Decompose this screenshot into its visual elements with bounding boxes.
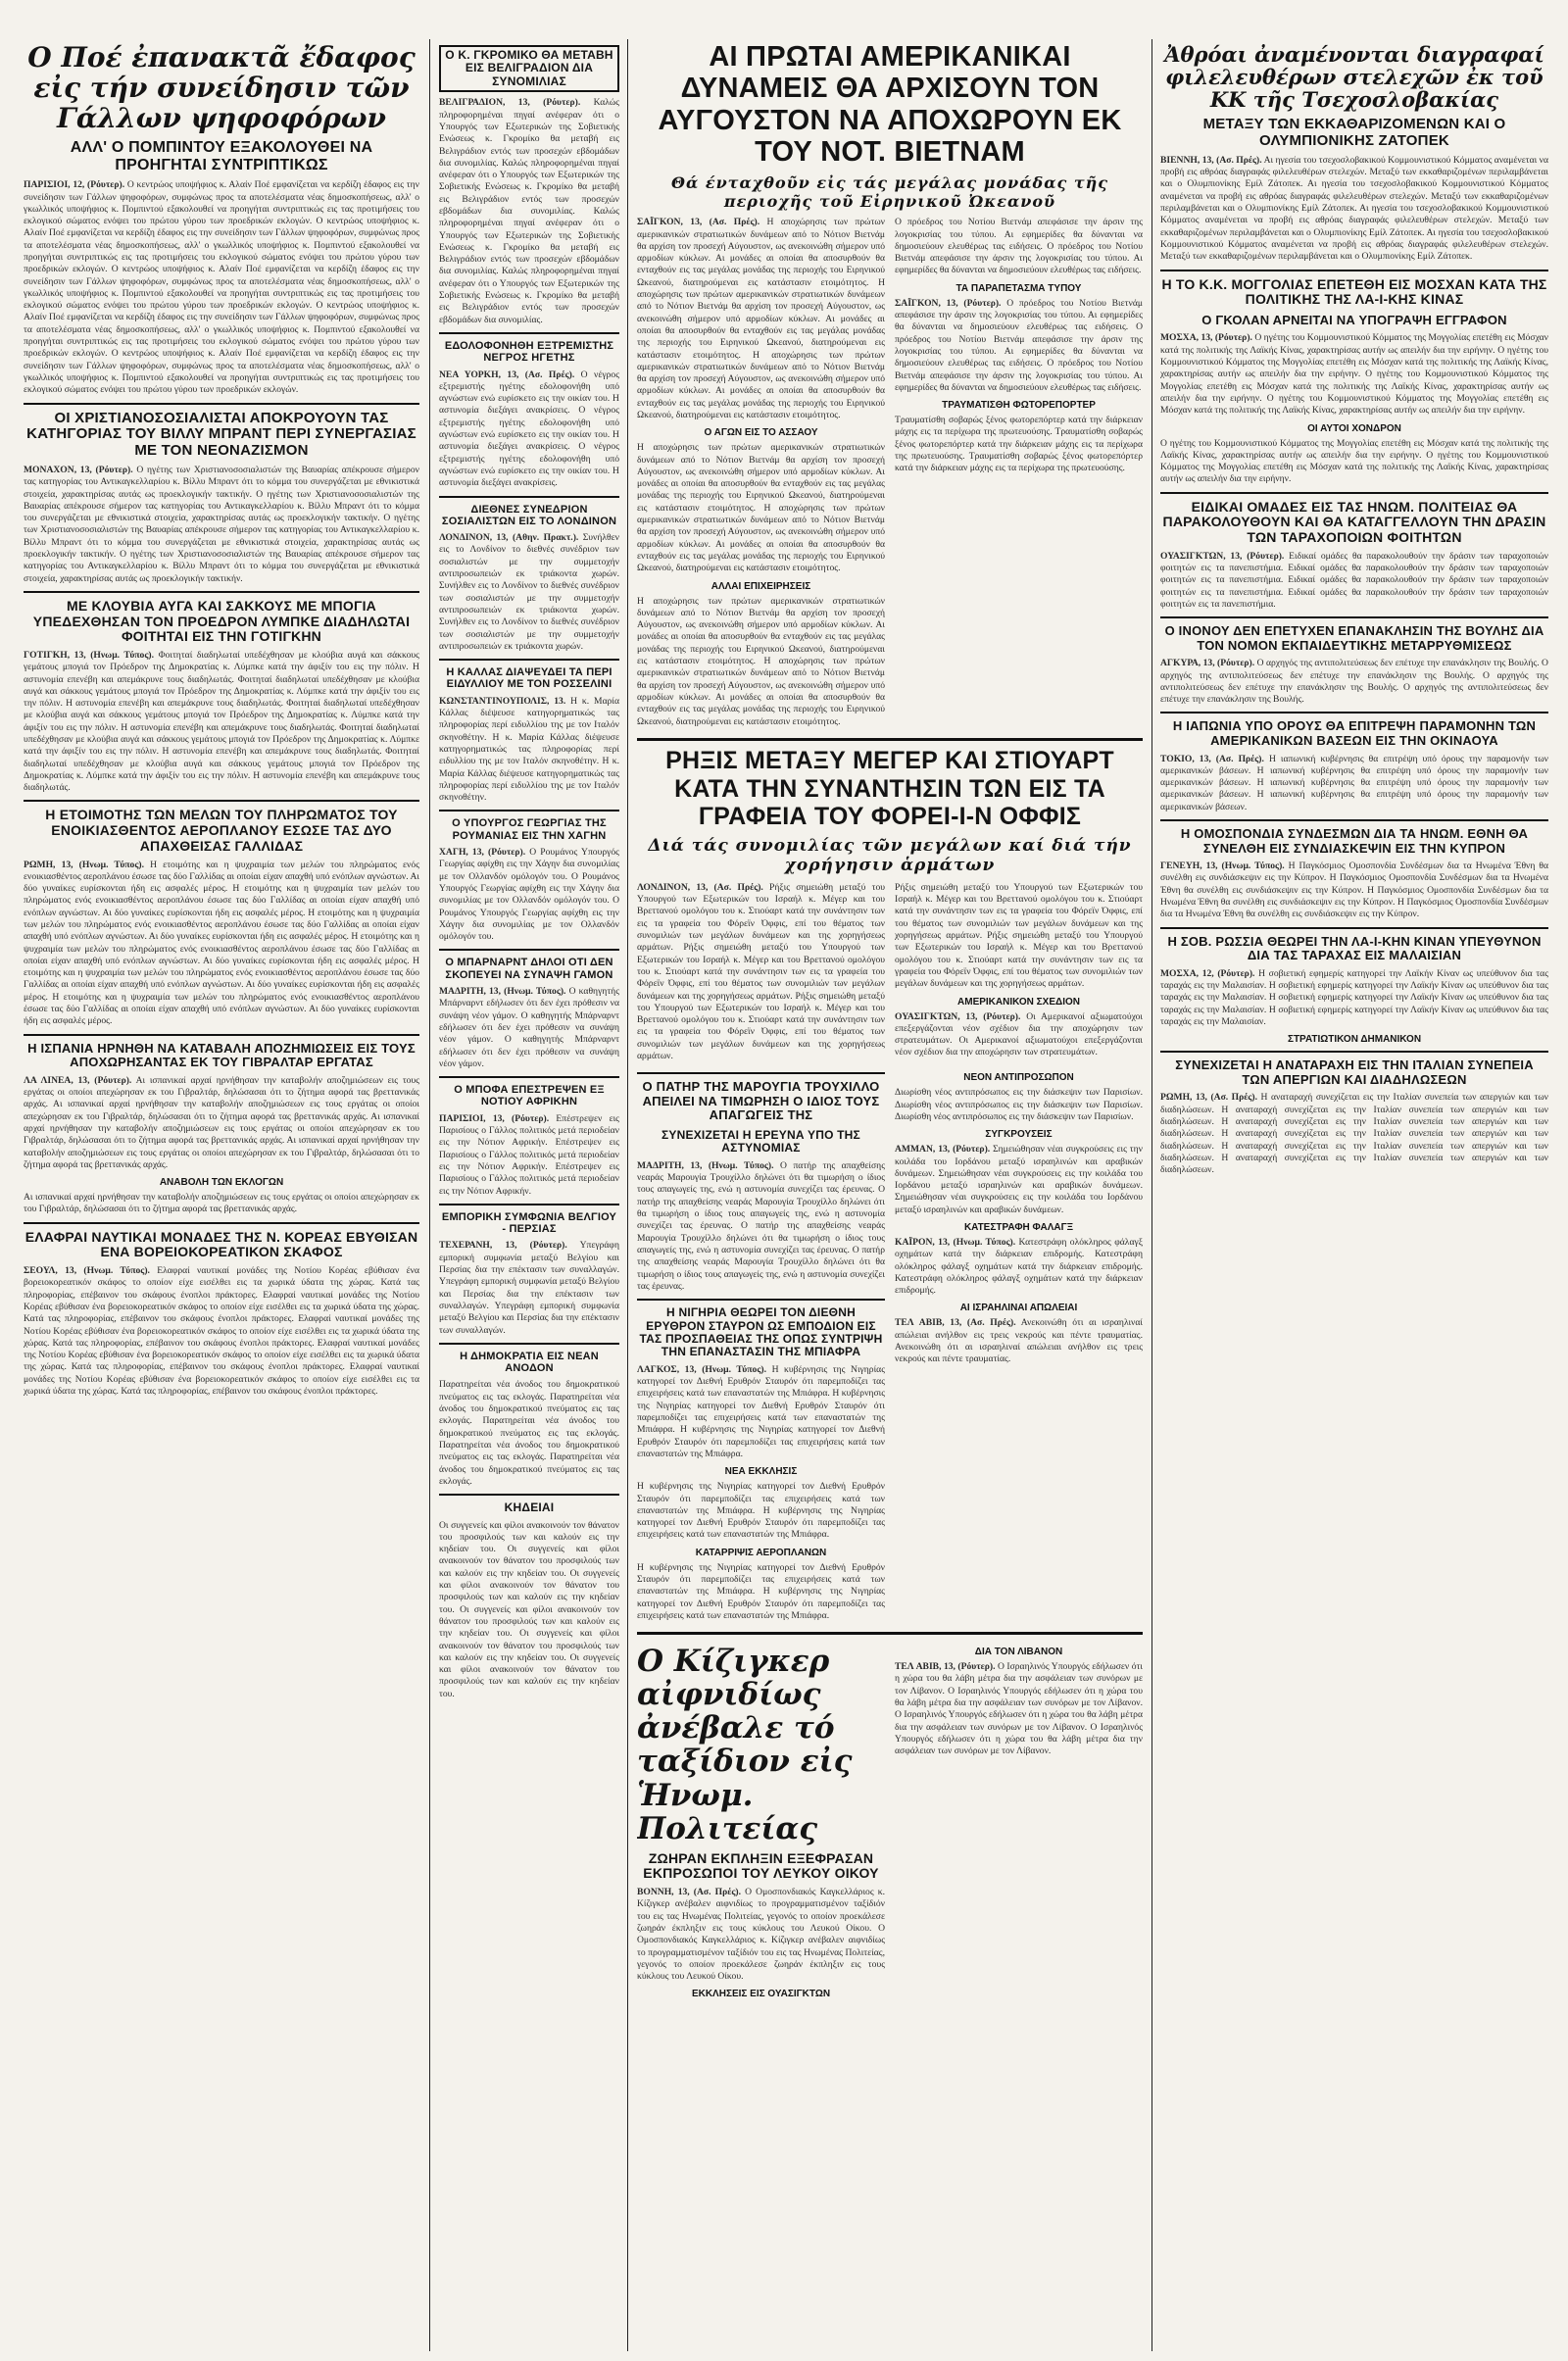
article-nigeria: ΛΑΓΚΟΣ, 13, (Ηνωμ. Τύπος). Η κυβέρνησις της Νιγηρίας κατηγορεί τον Διεθνή Ερυθρόν Σταυρόν ότι παρεμποδίζει τας επιχειρήσεις κατά των επαναστατών της Μπιάφρα. Η κυβέρνησις της Νιγηρίας κατηγορεί τον Διεθνή Ερυθρόν Σταυρόν ότι παρεμποδίζει τας επιχειρήσεις κατά των επαναστατών της Μπιάφρα. Η κυβέρνησις της Νιγηρίας κατηγορεί τον Διεθνή Ερυθρόν Σταυρόν ότι παρεμποδίζει τας επιχειρήσεις κατά των επαναστατών της Μπιάφρα. bbox=[637, 1363, 886, 1459]
article-new-appeal: Η κυβέρνησις της Νιγηρίας κατηγορεί τον Διεθνή Ερυθρόν Σταυρόν ότι παρεμποδίζει τας επιχειρήσεις κατά των επαναστατών της Μπιάφρα. Η κυβέρνησις της Νιγηρίας κατηγορεί τον Διεθνή Ερυθρόν Σταυρόν ότι παρεμποδίζει τας επιχειρήσεις κατά των επαναστατών της Μπιάφρα. bbox=[637, 1481, 885, 1541]
subhead-photographer: ΤΡΑΥΜΑΤΙΣΘΗ ΦΩΤΟΡΕΠΟΡΤΕΡ bbox=[942, 400, 1096, 412]
headline-negro-leader: ΕΔΟΛΟΦΟΝΗΘΗ ΕΞΤΡΕΜΙΣΤΗΣ ΝΕΓΡΟΣ ΗΓΕΤΗΣ bbox=[444, 339, 614, 365]
article-assau: Η αποχώρησις των πρώτων αμερικανικών στρατιωτικών δυνάμεων από το Νότιον Βιετνάμ θα αρχίση τον προσεχή Αύγουστον, ως ανεκοινώθη σήμερον υπό αρμοδίων κύκλων. Αι μονάδες αι οποίαι θα αποσυρθούν θα ενταχθούν εις τας μεγάλας μονάδας της περιοχής του Ειρηνικού Ωκεανού, διατηρούμεναι εις κατάστασιν ετοιμότητος. Η αποχώρησις των πρώτων αμερικανικών στρατιωτικών δυνάμεων από το Νότιον Βιετνάμ θα αρχίση τον προσεχή Αύγουστον, ως ανεκοινώθη σήμερον υπό αρμοδίων κύκλων. Αι μονάδες αι οποίαι θα αποσυρθούν θα ενταχθούν εις τας μεγάλας μονάδας της περιοχής του Ειρηνικού Ωκεανού, διατηρούμεναι εις κατάστασιν ετοιμότητος. bbox=[637, 442, 885, 574]
headline-mongolia: Η ΤΟ Κ.Κ. ΜΟΓΓΟΛΙΑΣ ΕΠΕΤΕΘΗ ΕΙΣ ΜΟΣΧΑΝ ΚΑΤΑ ΤΗΣ ΠΟΛΙΤΙΚΗΣ ΤΗΣ ΛΑ-Ι-ΚΗΣ ΚΙΝΑΣ bbox=[1161, 275, 1547, 308]
headline-socialist-congress: ΔΙΕΘΝΕΣ ΣΥΝΕΔΡΙΟΝ ΣΟΣΙΑΛΙΣΤΩΝ ΕΙΣ ΤΟ ΛΟΝΔΙΝΟΝ bbox=[441, 503, 617, 527]
headline-nigeria: Η ΝΙΓΗΡΙΑ ΘΕΩΡΕΙ ΤΟΝ ΔΙΕΘΝΗ ΕΡΥΘΡΟΝ ΣΤΑΥΡΟΝ ΩΣ ΕΜΠΟΔΙΟΝ ΕΙΣ ΤΑΣ ΠΡΟΣΠΑΘΕΙΑΣ ΤΗΣ ΟΠΩΣ ΣΥΝΤΡΙΨΗ ΤΗΝ ΕΠΑΝΑΣΤΑΣΙΝ ΤΗΣ ΜΠΙΑΦΡΑ bbox=[639, 1305, 883, 1359]
article-other-operations: Η αποχώρησις των πρώτων αμερικανικών στρατιωτικών δυνάμεων από το Νότιον Βιετνάμ θα αρχίση τον προσεχή Αύγουστον, ως ανεκοινώθη σήμερον υπό αρμοδίων κύκλων. Αι μονάδες αι οποίαι θα αποσυρθούν θα ενταχθούν εις τας μεγάλας μονάδας της περιοχής του Ειρηνικού Ωκεανού, διατηρούμεναι εις κατάστασιν ετοιμότητος. Η αποχώρησις των πρώτων αμερικανικών στρατιωτικών δυνάμεων από το Νότιον Βιετνάμ θα αρχίση τον προσεχή Αύγουστον, ως ανεκοινώθη σήμερον υπό αρμοδίων κύκλων. Αι μονάδες αι οποίαι θα αποσυρθούν θα ενταχθούν εις τας μεγάλας μονάδας της περιοχής του Ειρηνικού Ωκεανού, διατηρούμεναι εις κατάστασιν ετοιμότητος. bbox=[637, 595, 885, 727]
subhead-planes-shot: ΚΑΤΑΡΡΙΨΙΣ ΑΕΡΟΠΛΑΝΩΝ bbox=[695, 1547, 827, 1558]
column-2 bbox=[439, 39, 619, 2351]
article-planes-shot: Η κυβέρνησις της Νιγηρίας κατηγορεί τον Διεθνή Ερυθρόν Σταυρόν ότι παρεμποδίζει τας επιχειρήσεις κατά των επαναστατών της Μπιάφρα. Η κυβέρνησις της Νιγηρίας κατηγορεί τον Διεθνή Ερυθρόν Σταυρόν ότι παρεμποδίζει τας επιχειρήσεις κατά των επαναστατών της Μπιάφρα. bbox=[637, 1561, 885, 1621]
article-un-associations: ΓΕΝΕΥΗ, 13, (Ηνωμ. Τύπος). Η Παγκόσμιος Ομοσπονδία Συνδέσμων δια τα Ηνωμένα Έθνη θα συνέλθη εις συνδιάσκεψιν εις την Κύπρον. Η Παγκόσμιος Ομοσπονδία Συνδέσμων δια τα Ηνωμένα Έθνη θα συνέλθη εις συνδιάσκεψιν εις την Κύπρον. Η Παγκόσμιος Ομοσπονδία Συνδέσμων δια τα Ηνωμένα Έθνη θα συνέλθη εις συνδιάσκεψιν εις την Κύπρον. Η Παγκόσμιος Ομοσπονδία Συνδέσμων δια τα Ηνωμένα Έθνη θα συνέλθη εις συνδιάσκεψιν εις την Κύπρον. bbox=[1160, 861, 1548, 920]
article-malaysia: ΜΟΣΧΑ, 12, (Ρόυτερ). Η σοβιετική εφημερίς κατηγορεί την Λαϊκήν Κίναν ως υπεύθυνον δια τας ταραχάς εις την Μαλαισίαν. Η σοβιετική εφημερίς κατηγορεί την Λαϊκήν Κίναν ως υπεύθυνον δια τας ταραχάς εις την Μαλαισίαν. Η σοβιετική εφημερίς κατηγορεί την Λαϊκήν Κίναν ως υπεύθυνον δια τας ταραχάς εις την Μαλαισίαν. Η σοβιετική εφημερίς κατηγορεί την Λαϊκήν Κίναν ως υπεύθυνον δια τας ταραχάς εις την Μαλαισίαν. bbox=[1160, 967, 1548, 1027]
article-funerals: Οι συγγενείς και φίλοι ανακοινούν τον θάνατον του προσφιλούς των και καλούν εις την κηδείαν του. Οι συγγενείς και φίλοι ανακοινούν τον θάνατον του προσφιλούς των και καλούν εις την κηδείαν του. Οι συγγενείς και φίλοι ανακοινούν τον θάνατον του προσφιλούς των και καλούν εις την κηδείαν του. Οι συγγενείς και φίλοι ανακοινούν τον θάνατον του προσφιλούς των και καλούν εις την κηδείαν του. Οι συγγενείς και φίλοι ανακοινούν τον θάνατον του προσφιλούς των και καλούν εις την κηδείαν του. Οι συγγενείς και φίλοι ανακοινούν τον θάνατον του προσφιλούς των και καλούν εις την κηδείαν του. bbox=[439, 1519, 619, 1699]
headline-czech-purges: Ἀθρόαι ἀναμένονται διαγραφαί φιλελευθέρων στελεχῶν ἐκ τοῦ ΚΚ τῆς Τσεχοσλοβακίας bbox=[1164, 42, 1544, 113]
subhead-new-appeal: ΝΕΑ ΕΚΚΛΗΣΙΣ bbox=[724, 1466, 798, 1478]
headline-gibraltar: Η ΙΣΠΑΝΙΑ ΗΡΝΗΘΗ ΝΑ ΚΑΤΑΒΑΛΗ ΑΠΟΖΗΜΙΩΣΕΙΣ ΕΙΣ ΤΟΥΣ ΑΠΟΧΩΡΗΣΑΝΤΑΣ ΕΚ ΤΟΥ ΓΙΒΡΑΛΤΑΡ ΕΡΓΑΤΑΣ bbox=[27, 1040, 416, 1070]
article-callas: ΚΩΝΣΤΑΝΤΙΝΟΥΠΟΛΙΣ, 13. Η κ. Μαρία Κάλλας διέψευσε κατηγορηματικώς τας πληροφορίας περί ειδυλλίου της με τον Ιταλόν σκηνοθέτην. Η κ. Μαρία Κάλλας διέψευσε κατηγορηματικώς τας πληροφορίας περί ειδυλλίου της με τον Ιταλόν σκηνοθέτην. Η κ. Μαρία Κάλλας διέψευσε κατηγορηματικώς τας πληροφορίας περί ειδυλλίου της με τον Ιταλόν σκηνοθέτην. bbox=[439, 695, 619, 804]
headline-callas: Η ΚΑΛΛΑΣ ΔΙΑΨΕΥΔΕΙ ΤΑ ΠΕΡΙ ΕΙΔΥΛΛΙΟΥ ΜΕ ΤΟΝ ΡΟΣΣΕΛΙΝΙ bbox=[446, 666, 612, 691]
headline-korea: ΕΛΑΦΡΑΙ ΝΑΥΤΙΚΑΙ ΜΟΝΑΔΕΣ ΤΗΣ Ν. ΚΟΡΕΑΣ ΕΒΥΘΙΣΑΝ ΕΝΑ ΒΟΡΕΙΟΚΟΡΕΑΤΙΚΟΝ ΣΚΑΦΟΣ bbox=[24, 1228, 418, 1260]
subhead-same: ΟΙ ΑΥΤΟΙ ΧΟΝΔΡΟΝ bbox=[1307, 422, 1401, 434]
subheadline-meyer-stewart: Διά τάς συνομιλίας τῶν μεγάλων καί διά τήν χορήγησιν ἁρμάτων bbox=[648, 836, 1132, 876]
headline-democracy: Η ΔΗΜΟΚΡΑΤΙΑ ΕΙΣ ΝΕΑΝ ΑΝΟΔΟΝ bbox=[460, 1350, 599, 1375]
subhead-press-curtain: ΤΑ ΠΑΡΑΠΕΤΑΣΜΑ ΤΥΠΟΥ bbox=[956, 282, 1082, 294]
subheadline-kiesinger: ΖΩΗΡΑΝ ΕΚΠΛΗΞΙΝ ΕΞΕΦΡΑΣΑΝ ΕΚΠΡΟΣΩΠΟΙ ΤΟΥ ΛΕΥΚΟΥ ΟΙΚΟΥ bbox=[643, 1849, 879, 1882]
article-airplane-crew: ΡΩΜΗ, 13, (Ηνωμ. Τύπος). Η ετοιμότης και η ψυχραιμία των μελών του πληρώματος ενός ενοικιασθέντος αεροπλάνου έσωσε τας δύο Γαλλίδας αι οποίαι είχαν απαχθή υπό ενόπλων αγνώστων. Αι δύο γυναίκες ευρίσκονται ήδη εις ασφαλές μέρος. Η ετοιμότης και η ψυχραιμία των μελών του πληρώματος ενός ενοικιασθέντος αεροπλάνου έσωσε τας δύο Γαλλίδας αι οποίαι είχαν απαχθή υπό ενόπλων αγνώστων. Αι δύο γυναίκες ευρίσκονται ήδη εις ασφαλές μέρος. Η ετοιμότης και η ψυχραιμία των μελών του πληρώματος ενός ενοικιασθέντος αεροπλάνου έσωσε τας δύο Γαλλίδας αι οποίαι είχαν απαχθή υπό ενόπλων αγνώστων. Αι δύο γυναίκες ευρίσκονται ήδη εις ασφαλές μέρος. Η ετοιμότης και η ψυχραιμία των μελών του πληρώματος ενός ενοικιασθέντος αεροπλάνου έσωσε τας δύο Γαλλίδας αι οποίαι είχαν απαχθή υπό ενόπλων αγνώστων. Αι δύο γυναίκες ευρίσκονται ήδη εις ασφαλές μέρος. Η ετοιμότης και η ψυχραιμία των μελών του πληρώματος ενός ενοικιασθέντος αεροπλάνου έσωσε τας δύο Γαλλίδας αι οποίαι είχαν απαχθή υπό ενόπλων αγνώστων. Αι δύο γυναίκες ευρίσκονται ήδη εις ασφαλές μέρος. Η ετοιμότης και η ψυχραιμία των μελών του πληρώματος ενός ενοικιασθέντος αεροπλάνου έσωσε τας δύο Γαλλίδας αι οποίαι είχαν απαχθή υπό ενόπλων αγνώστων. Αι δύο γυναίκες ευρίσκονται ήδη εις ασφαλές μέρος. bbox=[24, 859, 419, 1027]
lead-article-columns bbox=[637, 217, 1143, 732]
headline-trade-agreement: ΕΜΠΟΡΙΚΗ ΣΥΜΦΩΝΙΑ ΒΕΛΓΙΟΥ - ΠΕΡΣΙΑΣ bbox=[441, 1210, 617, 1236]
column-rule bbox=[627, 39, 628, 2351]
subhead-convoy: ΚΑΤΕΣΤΡΑΦΗ ΦΑΛΑΓΞ bbox=[963, 1221, 1074, 1233]
headline-inonu: Ο ΙΝΟΝΟΥ ΔΕΝ ΕΠΕΤΥΧΕΝ ΕΠΑΝΑΚΛΗΣΙΝ ΤΗΣ ΒΟΥΛΗΣ ΔΙΑ ΤΟΝ ΝΟΜΟΝ ΕΚΠΑΙΔΕΥΤΙΚΗΣ ΜΕΤΑΡΡΥΘΜΙΣΕΩΣ bbox=[1164, 623, 1544, 653]
column-rule bbox=[429, 39, 430, 2351]
subhead-lebanon: ΔΙΑ ΤΟΝ ΛΙΒΑΝΟΝ bbox=[974, 1647, 1063, 1658]
article-bofa: ΠΑΡΙΣΙΟΙ, 13, (Ρόυτερ). Επέστρεψεν εις Παρισίους ο Γάλλος πολιτικός μετά περιοδείαν εις την Νότιον Αφρικήν. Επέστρεψεν εις Παρισίους ο Γάλλος πολιτικός μετά περιοδείαν εις την Νότιον Αφρικήν. Επέστρεψεν εις Παρισίους ο Γάλλος πολιτικός μετά περιοδείαν εις την Νότιον Αφρικήν. bbox=[439, 1112, 619, 1197]
article-lebanon: ΤΕΛ ΑΒΙΒ, 13, (Ρόυτερ). Ο Ισραηλινός Υπουργός εδήλωσεν ότι η χώρα του θα λάβη μέτρα δια την ασφάλειαν των συνόρων με τον Λίβανον. Ο Ισραηλινός Υπουργός εδήλωσεν ότι η χώρα του θα λάβη μέτρα δια την ασφάλειαν των συνόρων με τον Λίβανον. Ο Ισραηλινός Υπουργός εδήλωσεν ότι η χώρα του θα λάβη μέτρα δια την ασφάλειαν των συνόρων με τον Λίβανον. Ο Ισραηλινός Υπουργός εδήλωσεν ότι η χώρα του θα λάβη μέτρα δια την ασφάλειαν των συνόρων με τον Λίβανον. bbox=[895, 1661, 1143, 1757]
lead-headline: ΑΙ ΠΡΩΤΑΙ ΑΜΕΡΙΚΑΝΙΚΑΙ ΔΥΝΑΜΕΙΣ ΘΑ ΑΡΧΙΣΟΥΝ ΤΟΝ ΑΥΓΟΥΣΤΟΝ ΝΑ ΑΠΟΧΩΡΟΥΝ ΕΚ ΤΟΥ ΝΟΤ. ΒΙΕΤΝΑΜ bbox=[658, 41, 1122, 169]
article-same: Ο ηγέτης του Κομμουνιστικού Κόμματος της Μογγολίας επετέθη εις Μόσχαν κατά της πολιτικής της Λαϊκής Κίνας, χαρακτηρίσας αυτήν ως απειλήν δια την ειρήνην. Ο ηγέτης του Κομμουνιστικού Κόμματος της Μογγολίας επετέθη εις Μόσχαν κατά της πολιτικής της Λαϊκής Κίνας, χαρακτηρίσας αυτήν ως απειλήν δια την ειρήνην. bbox=[1160, 437, 1548, 485]
article-meyer-stewart-2: Ρήξις σημειώθη μεταξύ του Υπουργού των Εξωτερικών του Ισραήλ κ. Μέγερ και του Βρεττανού ομολόγου του κ. Στιούαρτ κατά την συνάντησιν των εις τα γραφεία του Φόρεϊν Όφφις, επί του θέματος των συνομιλιών των μεγάλων δυνάμεων και της χορηγήσεως αρμάτων. Ρήξις σημειώθη μεταξύ του Υπουργού των Εξωτερικών του Ισραήλ κ. Μέγερ και του Βρεττανού ομολόγου του κ. Στιούαρτ κατά την συνάντησιν των εις τα γραφεία του Φόρεϊν Όφφις, επί του θέματος των συνομιλιών των μεγάλων δυνάμεων και της χορηγήσεως αρμάτων. bbox=[895, 881, 1143, 990]
subhead-american-plan: ΑΜΕΡΙΚΑΝΙΚΟΝ ΣΧΕΔΙΟΝ bbox=[957, 996, 1080, 1008]
headline-poher: Ο Ποέ ἐπανακτᾶ ἔδαφος εἰς τήν συνείδησιν τῶν Γάλλων ψηφοφόρων bbox=[27, 41, 416, 134]
article-elections-postponed: Αι ισπανικαί αρχαί ηρνήθησαν την καταβολήν αποζημιώσεων εις τους εργάτας οι οποίοι απεχώρησαν εκ του Γιβραλτάρ, δηλώσασαι ότι το ζήτημα αφορά τας βρεττανικάς αρχάς. bbox=[24, 1192, 419, 1215]
subhead-israeli-losses: ΑΙ ΙΣΡΑΗΛΙΝΑΙ ΑΠΩΛΕΙΑΙ bbox=[959, 1303, 1078, 1314]
subhead-other-operations: ΑΛΛΑΙ ΕΠΙΧΕΙΡΗΣΕΙΣ bbox=[710, 580, 811, 592]
column-5 bbox=[1160, 39, 1548, 2351]
headline-funerals: ΚΗΔΕΙΑΙ bbox=[504, 1500, 555, 1515]
column-1 bbox=[24, 39, 419, 2351]
subhead-elections-postponed: ΑΝΑΒΟΛΗ ΤΩΝ ΕΚΛΟΓΩΝ bbox=[159, 1177, 284, 1189]
subhead-washington-appeals: ΕΚΚΛΗΣΕΙΣ ΕΙΣ ΟΥΑΣΙΓΚΤΩΝ bbox=[691, 1989, 831, 2000]
headline-italy-unrest: ΣΥΝΕΧΙΖΕΤΑΙ Η ΑΝΑΤΑΡΑΧΗ ΕΙΣ ΤΗΝ ΙΤΑΛΙΑΝ ΣΥΝΕΠΕΙΑ ΤΩΝ ΑΠΕΡΓΙΩΝ ΚΑΙ ΔΙΑΔΗΛΩΣΕΩΝ bbox=[1175, 1058, 1534, 1087]
subhead-military: ΣΤΡΑΤΙΩΤΙΚΟΝ ΔΗΜΑΝΙΚΟΝ bbox=[1287, 1034, 1422, 1046]
headline-christian-socialists: ΟΙ ΧΡΙΣΤΙΑΝΟΣΟΣΙΑΛΙΣΤΑΙ ΑΠΟΚΡΟΥΟΥΝ ΤΑΣ ΚΑΤΗΓΟΡΙΑΣ ΤΟΥ ΒΙΛΛΥ ΜΠΡΑΝΤ ΠΕΡΙ ΣΥΝΕΡΓΑΣΙΑΣ ΜΕ ΤΟΝ ΝΕΟΝΑΖΙΣΜΟΝ bbox=[26, 409, 416, 460]
kiesinger-columns bbox=[637, 1641, 1143, 2003]
article-student-monitoring: ΟΥΑΣΙΓΚΤΩΝ, 13, (Ρόυτερ). Ειδικαί ομάδες θα παρακολουθούν την δράσιν των ταραχοποιών φοιτητών εις τα πανεπιστήμια. Ειδικαί ομάδες θα παρακολουθούν την δράσιν των ταραχοποιών φοιτητών εις τα πανεπιστήμια. Ειδικαί ομάδες θα παρακολουθούν την δράσιν των ταραχοποιών φοιτητών εις τα πανεπιστήμια. Ειδικαί ομάδες θα παρακολουθούν την δράσιν των ταραχοποιών φοιτητών εις τα πανεπιστήμια. bbox=[1160, 550, 1548, 610]
article-press-curtain-2: ΣΑΪΓΚΟΝ, 13, (Ρόυτερ). Ο πρόεδρος του Νοτίου Βιετνάμ απεφάσισε την άρσιν της λογοκρισίας του τύπου. Αι εφημερίδες θα δύνανται να δημοσιεύουν ελευθέρως τας ειδήσεις. Ο πρόεδρος του Νοτίου Βιετνάμ απεφάσισε την άρσιν της λογοκρισίας του τύπου. Αι εφημερίδες θα δύνανται να δημοσιεύουν ελευθέρως τας ειδήσεις. Ο πρόεδρος του Νοτίου Βιετνάμ απεφάσισε την άρσιν της λογοκρισίας του τύπου. Αι εφημερίδες θα δύνανται να δημοσιεύουν ελευθέρως τας ειδήσεις. bbox=[895, 297, 1143, 393]
headline-student-monitoring: ΕΙΔΙΚΑΙ ΟΜΑΔΕΣ ΕΙΣ ΤΑΣ ΗΝΩΜ. ΠΟΛΙΤΕΙΑΣ ΘΑ ΠΑΡΑΚΟΛΟΥΘΟΥΝ ΚΑΙ ΘΑ ΚΑΤΑΓΓΕΛΛΟΥΝ ΤΗΝ ΔΡΑΣΙΝ ΤΩΝ ΤΑΡΑΧΟΠΟΙΩΝ ΦΟΙΤΗΤΩΝ bbox=[1162, 498, 1546, 546]
article-photographer: Τραυματίσθη σοβαρώς ξένος φωτορεπόρτερ κατά την διάρκειαν μάχης εις τα περίχωρα της πρωτευούσης. Τραυματίσθη σοβαρώς ξένος φωτορεπόρτερ κατά την διάρκειαν μάχης εις τα περίχωρα της πρωτευούσης. Τραυματίσθη σοβαρώς ξένος φωτορεπόρτερ κατά την διάρκειαν μάχης εις τα περίχωρα της πρωτευούσης. bbox=[895, 415, 1143, 474]
article-negro-leader: ΝΕΑ ΥΟΡΚΗ, 13, (Ασ. Πρές). Ο νέγρος εξτρεμιστής ηγέτης εδολοφονήθη υπό αγνώστων ενώ ευρίσκετο εις την οικίαν του. Η αστυνομία διεξάγει ανακρίσεις. Ο νέγρος εξτρεμιστής ηγέτης εδολοφονήθη υπό αγνώστων ενώ ευρίσκετο εις την οικίαν του. Η αστυνομία διεξάγει ανακρίσεις. Ο νέγρος εξτρεμιστής ηγέτης εδολοφονήθη υπό αγνώστων ενώ ευρίσκετο εις την οικίαν του. Η αστυνομία διεξάγει ανακρίσεις. bbox=[439, 369, 619, 489]
article-american-plan: ΟΥΑΣΙΓΚΤΩΝ, 13, (Ρόυτερ). Οι Αμερικανοί αξιωματούχοι επεξεργάζονται νέον σχέδιον δια την αποχώρησιν των στρατευμάτων. Οι Αμερικανοί αξιωματούχοι επεξεργάζονται νέον σχέδιον δια την αποχώρησιν των στρατευμάτων. bbox=[895, 1010, 1143, 1058]
subhead-new-representative: ΝΕΟΝ ΑΝΤΙΠΡΟΣΩΠΟΝ bbox=[963, 1072, 1074, 1084]
headline-trujillo: Ο ΠΑΤΗΡ ΤΗΣ ΜΑΡΟΥΓΙΑ ΤΡΟΥΧΙΛΛΟ ΑΠΕΙΛΕΙ ΝΑ ΤΙΜΩΡΗΣΗ Ο ΙΔΙΟΣ ΤΟΥΣ ΑΠΑΓΩΓΕΙΣ ΤΗΣ bbox=[642, 1079, 880, 1123]
article-korea: ΣΕΟΥΛ, 13, (Ηνωμ. Τύπος). Ελαφραί ναυτικαί μονάδες της Νοτίου Κορέας εβύθισαν ένα βορειοκορεατικόν σκάφος το οποίον είχε εισέλθει εις τα χωρικά ύδατα της χώρας. Κατά τας πληροφορίας, επέβαινον του σκάφους ένοπλοι πράκτορες. Ελαφραί ναυτικαί μονάδες της Νοτίου Κορέας εβύθισαν ένα βορειοκορεατικόν σκάφος το οποίον είχε εισέλθει εις τα χωρικά ύδατα της χώρας. Κατά τας πληροφορίας, επέβαινον του σκάφους ένοπλοι πράκτορες. Ελαφραί ναυτικαί μονάδες της Νοτίου Κορέας εβύθισαν ένα βορειοκορεατικόν σκάφος το οποίον είχε εισέλθει εις τα χωρικά ύδατα της χώρας. Κατά τας πληροφορίας, επέβαινον του σκάφους ένοπλοι πράκτορες. Ελαφραί ναυτικαί μονάδες της Νοτίου Κορέας εβύθισαν ένα βορειοκορεατικόν σκάφος το οποίον είχε εισέλθει εις τα χωρικά ύδατα της χώρας. Κατά τας πληροφορίας, επέβαινον του σκάφους ένοπλοι πράκτορες. Ελαφραί ναυτικαί μονάδες της Νοτίου Κορέας εβύθισαν ένα βορειοκορεατικόν σκάφος το οποίον είχε εισέλθει εις τα χωρικά ύδατα της χώρας. Κατά τας πληροφορίας, επέβαινον του σκάφους ένοπλοι πράκτορες. bbox=[24, 1265, 419, 1398]
subhead-clashes: ΣΥΓΚΡΟΥΣΕΙΣ bbox=[985, 1129, 1053, 1141]
subheadline-pompidou: ΑΛΛ' Ο ΠΟΜΠΙΝΤΟΥ ΕΞΑΚΟΛΟΥΘΕΙ ΝΑ ΠΡΟΗΓΗΤΑΙ ΣΥΝΤΡΙΠΤΙΚΩΣ bbox=[70, 139, 373, 174]
lower-center-columns bbox=[637, 1066, 1143, 1626]
lead-subheadline: Θά ένταχθοῦν εἰς τάς μεγάλας μονάδας τῆς περιοχῆς τοῦ Εἰρηνικοῦ Ὠκεανοῦ bbox=[671, 172, 1108, 212]
subheadline-trujillo: ΣΥΝΕΧΙΖΕΤΑΙ Η ΕΡΕΥΝΑ ΥΠΟ ΤΗΣ ΑΣΤΥΝΟΜΙΑΣ bbox=[662, 1127, 860, 1156]
article-christian-socialists: ΜΟΝΑΧΟΝ, 13, (Ρόυτερ). Ο ηγέτης των Χριστιανοσοσιαλιστών της Βαυαρίας απέκρουσε σήμερον τας κατηγορίας του Αντικαγκελλαρίου κ. Βίλλυ Μπραντ ότι το κόμμα του συνεργάζεται με εθνικιστικά στοιχεία, χαρακτηρίσας αυτάς ως προεκλογικήν τακτικήν. Ο ηγέτης των Χριστιανοσοσιαλιστών της Βαυαρίας απέκρουσε σήμερον τας κατηγορίας του Αντικαγκελλαρίου κ. Βίλλυ Μπραντ ότι το κόμμα του συνεργάζεται με εθνικιστικά στοιχεία, χαρακτηρίσας αυτάς ως προεκλογικήν τακτικήν. Ο ηγέτης των Χριστιανοσοσιαλιστών της Βαυαρίας απέκρουσε σήμερον τας κατηγορίας του Αντικαγκελλαρίου κ. Βίλλυ Μπραντ ότι το κόμμα του συνεργάζεται με εθνικιστικά στοιχεία, χαρακτηρίσας αυτάς ως προεκλογικήν τακτικήν. Ο ηγέτης των Χριστιανοσοσιαλιστών της Βαυαρίας απέκρουσε σήμερον τας κατηγορίας του Αντικαγκελλαρίου κ. Βίλλυ Μπραντ ότι το κόμμα του συνεργάζεται με εθνικιστικά στοιχεία, χαρακτηρίσας αυτάς ως προεκλογικήν τακτικήν. bbox=[24, 464, 419, 584]
headline-lubke: ΜΕ ΚΛΟΥΒΙΑ ΑΥΓΑ ΚΑΙ ΣΑΚΚΟΥΣ ΜΕ ΜΠΟΓΙΑ ΥΠΕΔΕΧΘΗΣΑΝ ΤΟΝ ΠΡΟΕΔΡΟΝ ΛΥΜΠΚΕ ΔΙΑΔΗΛΩΤΑΙ ΦΟΙΤΗΤΑΙ ΕΙΣ ΤΗΝ ΓΟΤΙΓΚΗΝ bbox=[32, 597, 411, 645]
article-convoy: ΚΑΪΡΟΝ, 13, (Ηνωμ. Τύπος). Κατεστράφη ολόκληρος φάλαγξ οχημάτων κατά την διάρκειαν επιδρομής. Κατεστράφη ολόκληρος φάλαγξ οχημάτων κατά την διάρκειαν επιδρομής. Κατεστράφη ολόκληρος φάλαγξ οχημάτων κατά την διάρκειαν επιδρομής. bbox=[895, 1236, 1143, 1297]
headline-airplane-crew: Η ΕΤΟΙΜΟΤΗΣ ΤΩΝ ΜΕΛΩΝ ΤΟΥ ΠΛΗΡΩΜΑΤΟΣ ΤΟΥ ΕΝΟΙΚΙΑΣΘΕΝΤΟΣ ΑΕΡΟΠΛΑΝΟΥ ΕΣΩΣΕ ΤΑΣ ΔΥΟ ΑΠΑΧΘΕΙΣΑΣ ΓΑΛΛΙΔΑΣ bbox=[45, 807, 398, 854]
article-barnard: ΜΑΔΡΙΤΗ, 13, (Ηνωμ. Τύπος). Ο καθηγητής Μπάρναρντ εδήλωσεν ότι δεν έχει πρόθεσιν να συνάψη νέον γάμον. Ο καθηγητής Μπάρναρντ εδήλωσεν ότι δεν έχει πρόθεσιν να συνάψη νέον γάμον. Ο καθηγητής Μπάρναρντ εδήλωσεν ότι δεν έχει πρόθεσιν να συνάψη νέον γάμον. bbox=[439, 986, 619, 1069]
article-poher: ΠΑΡΙΣΙΟΙ, 12, (Ρόυτερ). Ο κεντρώος υποψήφιος κ. Αλαίν Ποέ εμφανίζεται να κερδίζη έδαφος εις την συνείδησιν των Γάλλων ψηφοφόρων, συμφώνως προς τα αποτελέσματα νέας δημοσκοπήσεως, αλλ' ο γκωλλικός υποψήφιος κ. Πομπιντού εξακολουθεί να προηγήται συντριπτικώς εις τας προτιμήσεις του εκλογικού σώματος ενόψει του πρώτου γύρου των προεδρικών εκλογών. Ο κεντρώος υποψήφιος κ. Αλαίν Ποέ εμφανίζεται να κερδίζη έδαφος εις την συνείδησιν των Γάλλων ψηφοφόρων, συμφώνως προς τα αποτελέσματα νέας δημοσκοπήσεως, αλλ' ο γκωλλικός υποψήφιος κ. Πομπιντού εξακολουθεί να προηγήται συντριπτικώς εις τας προτιμήσεις του εκλογικού σώματος ενόψει του πρώτου γύρου των προεδρικών εκλογών. Ο κεντρώος υποψήφιος κ. Αλαίν Ποέ εμφανίζεται να κερδίζη έδαφος εις την συνείδησιν των Γάλλων ψηφοφόρων, συμφώνως προς τα αποτελέσματα νέας δημοσκοπήσεως, αλλ' ο γκωλλικός υποψήφιος κ. Πομπιντού εξακολουθεί να προηγήται συντριπτικώς εις τας προτιμήσεις του εκλογικού σώματος ενόψει του πρώτου γύρου των προεδρικών εκλογών. Ο κεντρώος υποψήφιος κ. Αλαίν Ποέ εμφανίζεται να κερδίζη έδαφος εις την συνείδησιν των Γάλλων ψηφοφόρων, συμφώνως προς τα αποτελέσματα νέας δημοσκοπήσεως, αλλ' ο γκωλλικός υποψήφιος κ. Πομπιντού εξακολουθεί να προηγήται συντριπτικώς εις τας προτιμήσεις του εκλογικού σώματος ενόψει του πρώτου γύρου των προεδρικών εκλογών. Ο κεντρώος υποψήφιος κ. Αλαίν Ποέ εμφανίζεται να κερδίζη έδαφος εις την συνείδησιν των Γάλλων ψηφοφόρων, συμφώνως προς τα αποτελέσματα νέας δημοσκοπήσεως, αλλ' ο γκωλλικός υποψήφιος κ. Πομπιντού εξακολουθεί να προηγήται συντριπτικώς εις τας προτιμήσεις του εκλογικού σώματος ενόψει του πρώτου γύρου των προεδρικών εκλογών. bbox=[24, 179, 419, 396]
article-new-representative: Διωρίσθη νέος αντιπρόσωπος εις την διάσκεψιν των Παρισίων. Διωρίσθη νέος αντιπρόσωπος εις την διάσκεψιν των Παρισίων. Διωρίσθη νέος αντιπρόσωπος εις την διάσκεψιν των Παρισίων. bbox=[895, 1087, 1143, 1122]
article-trujillo: ΜΑΔΡΙΤΗ, 13, (Ηνωμ. Τύπος). Ο πατήρ της απαχθείσης νεαράς Μαρουγία Τρουχίλλο δηλώνει ότι θα τιμωρήση ο ίδιος τους απαγωγείς της, ενώ η αστυνομία συνεχίζει τας έρευνας. Ο πατήρ της απαχθείσης νεαράς Μαρουγία Τρουχίλλο δηλώνει ότι θα τιμωρήση ο ίδιος τους απαγωγείς της, ενώ η αστυνομία συνεχίζει τας έρευνας. Ο πατήρ της απαχθείσης νεαράς Μαρουγία Τρουχίλλο δηλώνει ότι θα τιμωρήση ο ίδιος τους απαγωγείς της, ενώ η αστυνομία συνεχίζει τας έρευνας. Ο πατήρ της απαχθείσης νεαράς Μαρουγία Τρουχίλλο δηλώνει ότι θα τιμωρήση ο ίδιος τους απαγωγείς της, ενώ η αστυνομία συνεχίζει τας έρευνας. bbox=[637, 1159, 886, 1292]
headline-barnard: Ο ΜΠΑΡΝΑΡΝΤ ΔΗΛΟΙ ΟΤΙ ΔΕΝ ΣΚΟΠΕΥΕΙ ΝΑ ΣΥΝΑΨΗ ΓΑΜΟΝ bbox=[445, 957, 613, 981]
headline-meyer-stewart: ΡΗΞΙΣ ΜΕΤΑΞΥ ΜΕΓΕΡ ΚΑΙ ΣΤΙΟΥΑΡΤ ΚΑΤΑ ΤΗΝ ΣΥΝΑΝΤΗΣΙΝ ΤΩΝ ΕΙΣ ΤΑ ΓΡΑΦΕΙΑ ΤΟΥ ΦΟΡΕΙ-Ι-Ν ΟΦΦΙΣ bbox=[665, 746, 1114, 831]
headline-romanian-minister: Ο ΥΠΟΥΡΓΟΣ ΓΕΩΡΓΙΑΣ ΤΗΣ ΡΟΥΜΑΝΙΑΣ ΕΙΣ ΤΗΝ ΧΑΓΗΝ bbox=[452, 817, 607, 842]
headline-malaysia: Η ΣΟΒ. ΡΩΣΣΙΑ ΘΕΩΡΕΙ ΤΗΝ ΛΑ-Ι-ΚΗΝ ΚΙΝΑΝ ΥΠΕΥΘΥΝΟΝ ΔΙΑ ΤΑΣ ΤΑΡΑΧΑΣ ΕΙΣ ΜΑΛΑΙΣΙΑΝ bbox=[1167, 933, 1542, 963]
article-mongolia: ΜΟΣΧΑ, 13, (Ρόυτερ). Ο ηγέτης του Κομμουνιστικού Κόμματος της Μογγολίας επετέθη εις Μόσχαν κατά της πολιτικής της Λαϊκής Κίνας, χαρακτηρίσας αυτήν ως απειλήν δια την ειρήνην. Ο ηγέτης του Κομμουνιστικού Κόμματος της Μογγολίας επετέθη εις Μόσχαν κατά της πολιτικής της Λαϊκής Κίνας, χαρακτηρίσας αυτήν ως απειλήν δια την ειρήνην. Ο ηγέτης του Κομμουνιστικού Κόμματος της Μογγολίας επετέθη εις Μόσχαν κατά της πολιτικής της Λαϊκής Κίνας, χαρακτηρίσας αυτήν ως απειλήν δια την ειρήνην. Ο ηγέτης του Κομμουνιστικού Κόμματος της Μογγολίας επετέθη εις Μόσχαν κατά της πολιτικής της Λαϊκής Κίνας, χαρακτηρίσας αυτήν ως απειλήν δια την ειρήνην. bbox=[1160, 332, 1548, 417]
article-clashes: ΑΜΜΑΝ, 13, (Ρόυτερ). Σημειώθησαν νέαι συγκρούσεις εις την κοιλάδα του Ιορδάνου μεταξύ ισραηλινών και αραβικών δυνάμεων. Σημειώθησαν νέαι συγκρούσεις εις την κοιλάδα του Ιορδάνου μεταξύ ισραηλινών και αραβικών δυνάμεων. Σημειώθησαν νέαι συγκρούσεις εις την κοιλάδα του Ιορδάνου μεταξύ ισραηλινών και αραβικών δυνάμεων. bbox=[895, 1144, 1143, 1215]
lead-article: ΣΑΪΓΚΟΝ, 13, (Ασ. Πρές). Η αποχώρησις των πρώτων αμερικανικών στρατιωτικών δυνάμεων από το Νότιον Βιετνάμ θα αρχίση τον προσεχή Αύγουστον, ως ανεκοινώθη σήμερον υπό αρμοδίων κύκλων. Αι μονάδες αι οποίαι θα αποσυρθούν θα ενταχθούν εις τας μεγάλας μονάδας της περιοχής του Ειρηνικού Ωκεανού, διατηρούμεναι εις κατάστασιν ετοιμότητος. Η αποχώρησις των πρώτων αμερικανικών στρατιωτικών δυνάμεων από το Νότιον Βιετνάμ θα αρχίση τον προσεχή Αύγουστον, ως ανεκοινώθη σήμερον υπό αρμοδίων κύκλων. Αι μονάδες αι οποίαι θα αποσυρθούν θα ενταχθούν εις τας μεγάλας μονάδας της περιοχής του Ειρηνικού Ωκεανού, διατηρούμεναι εις κατάστασιν ετοιμότητος. Η αποχώρησις των πρώτων αμερικανικών στρατιωτικών δυνάμεων από το Νότιον Βιετνάμ θα αρχίση τον προσεχή Αύγουστον, ως ανεκοινώθη σήμερον υπό αρμοδίων κύκλων. Αι μονάδες αι οποίαι θα αποσυρθούν θα ενταχθούν εις τας μεγάλας μονάδας της περιοχής του Ειρηνικού Ωκεανού, διατηρούμεναι εις κατάστασιν ετοιμότητος. bbox=[637, 217, 886, 420]
meyer-stewart-columns bbox=[637, 882, 1143, 1066]
center-area bbox=[637, 39, 1143, 2351]
article-trade-agreement: ΤΕΧΕΡΑΝΗ, 13, (Ρόυτερ). Υπεγράφη εμπορική συμφωνία μεταξύ Βελγίου και Περσίας δια την επέκτασιν των συναλλαγών. Υπεγράφη εμπορική συμφωνία μεταξύ Βελγίου και Περσίας δια την επέκτασιν των συναλλαγών. Υπεγράφη εμπορική συμφωνία μεταξύ Βελγίου και Περσίας δια την επέκτασιν των συναλλαγών. bbox=[439, 1240, 619, 1336]
subhead-assau: Ο ΑΓΩΝ ΕΙΣ ΤΟ ΑΣΣΑΟΥ bbox=[704, 427, 818, 439]
article-socialist-congress: ΛΟΝΔΙΝΟΝ, 13, (Αθην. Πρακτ.). Συνήλθεν εις το Λονδίνον το διεθνές συνέδριον των σοσιαλιστών με την συμμετοχήν αντιπροσωπειών εκ τριάκοντα χωρών. Συνήλθεν εις το Λονδίνον το διεθνές συνέδριον των σοσιαλιστών με την συμμετοχήν αντιπροσωπειών εκ τριάκοντα χωρών. Συνήλθεν εις το Λονδίνον το διεθνές συνέδριον των σοσιαλιστών με την συμμετοχήν αντιπροσωπειών εκ τριάκοντα χωρών. bbox=[439, 532, 619, 652]
article-democracy: Παρατηρείται νέα άνοδος του δημοκρατικού πνεύματος εις τας εκλογάς. Παρατηρείται νέα άνοδος του δημοκρατικού πνεύματος εις τας εκλογάς. Παρατηρείται νέα άνοδος του δημοκρατικού πνεύματος εις τας εκλογάς. Παρατηρείται νέα άνοδος του δημοκρατικού πνεύματος εις τας εκλογάς. Παρατηρείται νέα άνοδος του δημοκρατικού πνεύματος εις τας εκλογάς. bbox=[439, 1379, 619, 1487]
article-gromyko: ΒΕΛΙΓΡΑΔΙΟΝ, 13, (Ρόυτερ). Καλώς πληροφορημέναι πηγαί ανέφεραν ότι ο Υπουργός των Εξωτερικών της Σοβιετικής Ενώσεως κ. Γκρομίκο θα μεταβή εις Βελιγράδιον εντός των προσεχών εβδομάδων δια συνομιλίας. Καλώς πληροφορημέναι πηγαί ανέφεραν ότι ο Υπουργός των Εξωτερικών της Σοβιετικής Ενώσεως κ. Γκρομίκο θα μεταβή εις Βελιγράδιον εντός των προσεχών εβδομάδων δια συνομιλίας. Καλώς πληροφορημέναι πηγαί ανέφεραν ότι ο Υπουργός των Εξωτερικών της Σοβιετικής Ενώσεως κ. Γκρομίκο θα μεταβή εις Βελιγράδιον εντός των προσεχών εβδομάδων δια συνομιλίας. Καλώς πληροφορημέναι πηγαί ανέφεραν ότι ο Υπουργός των Εξωτερικών της Σοβιετικής Ενώσεως κ. Γκρομίκο θα μεταβή εις Βελιγράδιον εντός των προσεχών εβδομάδων δια συνομιλίας. bbox=[439, 97, 619, 325]
headline-kiesinger: Ο Κίζιγκερ αἰφνιδίως ἀνέβαλε τό ταξίδιον εἰς Ἡνωμ. Πολιτείας bbox=[637, 1644, 853, 1846]
article-press-curtain: Ο πρόεδρος του Νοτίου Βιετνάμ απεφάσισε την άρσιν της λογοκρισίας του τύπου. Αι εφημερίδες θα δύνανται να δημοσιεύουν ελευθέρως τας ειδήσεις. Ο πρόεδρος του Νοτίου Βιετνάμ απεφάσισε την άρσιν της λογοκρισίας του τύπου. Αι εφημερίδες θα δύνανται να δημοσιεύουν ελευθέρως τας ειδήσεις. bbox=[895, 217, 1143, 276]
subheadline-gollan: Ο ΓΚΟΛΑΝ ΑΡΝΕΙΤΑΙ ΝΑ ΥΠΟΓΡΑΨΗ ΕΓΓΡΑΦΟΝ bbox=[1201, 312, 1507, 327]
article-czech-purges: ΒΙΕΝΝΗ, 13, (Ασ. Πρές). Αι ηγεσία του τσεχοσλοβακικού Κομμουνιστικού Κόμματος αναμένεται να προβή εις αθρόας διαγραφάς φιλελευθέρων στελεχών. Μεταξύ των εκκαθαριζομένων περιλαμβάνεται και ο Ολυμπιονίκης Εμίλ Ζάτοπεκ. Αι ηγεσία του τσεχοσλοβακικού Κομμουνιστικού Κόμματος αναμένεται να προβή εις αθρόας διαγραφάς φιλελευθέρων στελεχών. Μεταξύ των εκκαθαριζομένων περιλαμβάνεται και ο Ολυμπιονίκης Εμίλ Ζάτοπεκ. Αι ηγεσία του τσεχοσλοβακικού Κομμουνιστικού Κόμματος αναμένεται να προβή εις αθρόας διαγραφάς φιλελευθέρων στελεχών. Μεταξύ των εκκαθαριζομένων περιλαμβάνεται και ο Ολυμπιονίκης Εμίλ Ζάτοπεκ. Αι ηγεσία του τσεχοσλοβακικού Κομμουνιστικού Κόμματος αναμένεται να προβή εις αθρόας διαγραφάς φιλελευθέρων στελεχών. Μεταξύ των εκκαθαριζομένων περιλαμβάνεται και ο Ολυμπιονίκης Εμίλ Ζάτοπεκ. bbox=[1160, 154, 1548, 263]
article-lubke: ΓΟΤΙΓΚΗ, 13, (Ηνωμ. Τύπος). Φοιτηταί διαδηλωταί υπεδέχθησαν με κλούβια αυγά και σάκκους γεμάτους μπογιά τον Πρόεδρον της Δημοκρατίας κ. Λύμπκε κατά την άφιξίν του εις την πόλιν. Η αστυνομία επενέβη και απεμάκρυνε τους διαδηλωτάς. Φοιτηταί διαδηλωταί υπεδέχθησαν με κλούβια αυγά και σάκκους γεμάτους μπογιά τον Πρόεδρον της Δημοκρατίας κ. Λύμπκε κατά την άφιξίν του εις την πόλιν. Η αστυνομία επενέβη και απεμάκρυνε τους διαδηλωτάς. Φοιτηταί διαδηλωταί υπεδέχθησαν με κλούβια αυγά και σάκκους γεμάτους μπογιά τον Πρόεδρον της Δημοκρατίας κ. Λύμπκε κατά την άφιξίν του εις την πόλιν. Η αστυνομία επενέβη και απεμάκρυνε τους διαδηλωτάς. Φοιτηταί διαδηλωταί υπεδέχθησαν με κλούβια αυγά και σάκκους γεμάτους μπογιά τον Πρόεδρον της Δημοκρατίας κ. Λύμπκε κατά την άφιξίν του εις την πόλιν. Η αστυνομία επενέβη και απεμάκρυνε τους διαδηλωτάς. Φοιτηταί διαδηλωταί υπεδέχθησαν με κλούβια αυγά και σάκκους γεμάτους μπογιά τον Πρόεδρον της Δημοκρατίας κ. Λύμπκε κατά την άφιξίν του εις την πόλιν. Η αστυνομία επενέβη και απεμάκρυνε τους διαδηλωτάς. bbox=[24, 649, 419, 794]
headline-bofa: Ο ΜΠΟΦΑ ΕΠΕΣΤΡΕΨΕΝ ΕΞ ΝΟΤΙΟΥ ΑΦΡΙΚΗΝ bbox=[454, 1084, 605, 1108]
article-israeli-losses: ΤΕΛ ΑΒΙΒ, 13, (Ασ. Πρές). Ανεκοινώθη ότι αι ισραηλιναί απώλειαι ανήλθον εις τρεις νεκρούς και πέντε τραυματίας. Ανεκοινώθη ότι αι ισραηλιναί απώλειαι ανήλθον εις τρεις νεκρούς και πέντε τραυματίας. bbox=[895, 1317, 1143, 1365]
article-romanian-minister: ΧΑΓΗ, 13, (Ρόυτερ). Ο Ρουμάνος Υπουργός Γεωργίας αφίχθη εις την Χάγην δια συνομιλίας με τον Ολλανδόν ομόλογόν του. Ο Ρουμάνος Υπουργός Γεωργίας αφίχθη εις την Χάγην δια συνομιλίας με τον Ολλανδόν ομόλογόν του. Ο Ρουμάνος Υπουργός Γεωργίας αφίχθη εις την Χάγην δια συνομιλίας με τον Ολλανδόν ομόλογόν του. bbox=[439, 847, 619, 943]
article-okinawa: ΤΟΚΙΟ, 13, (Ασ. Πρές). Η ιαπωνική κυβέρνησις θα επιτρέψη υπό όρους την παραμονήν των αμερικανικών βάσεων. Η ιαπωνική κυβέρνησις θα επιτρέψη υπό όρους την παραμονήν των αμερικανικών βάσεων. Η ιαπωνική κυβέρνησις θα επιτρέψη υπό όρους την παραμονήν των αμερικανικών βάσεων. Η ιαπωνική κυβέρνησις θα επιτρέψη υπό όρους την παραμονήν των αμερικανικών βάσεων. bbox=[1160, 753, 1548, 812]
headline-okinawa: Η ΙΑΠΩΝΙΑ ΥΠΟ ΟΡΟΥΣ ΘΑ ΕΠΙΤΡΕΨΗ ΠΑΡΑΜΟΝΗΝ ΤΩΝ ΑΜΕΡΙΚΑΝΙΚΩΝ ΒΑΣΕΩΝ ΕΙΣ ΤΗΝ ΟΚΙΝΑΟΥΑ bbox=[1172, 718, 1537, 749]
headline-un-associations: Η ΟΜΟΣΠΟΝΔΙΑ ΣΥΝΔΕΣΜΩΝ ΔΙΑ ΤΑ ΗΝΩΜ. ΕΘΝΗ ΘΑ ΣΥΝΕΛΘΗ ΕΙΣ ΣΥΝΔΙΑΣΚΕΨΙΝ ΕΙΣ ΤΗΝ ΚΥΠΡΟΝ bbox=[1180, 826, 1529, 856]
article-inonu: ΑΓΚΥΡΑ, 13, (Ρόυτερ). Ο αρχηγός της αντιπολιτεύσεως δεν επέτυχε την επανάκλησιν της Βουλής. Ο αρχηγός της αντιπολιτεύσεως δεν επέτυχε την επανάκλησιν της Βουλής. Ο αρχηγός της αντιπολιτεύσεως δεν επέτυχε την επανάκλησιν της Βουλής. Ο αρχηγός της αντιπολιτεύσεως δεν επέτυχε την επανάκλησιν της Βουλής. bbox=[1160, 658, 1548, 706]
article-kiesinger: ΒΟΝΝΗ, 13, (Ασ. Πρές). Ο Ομοσπονδιακός Καγκελλάριος κ. Κίζιγκερ ανέβαλεν αιφνιδίως το προγραμματισμένον ταξίδιόν του εις τας Ηνωμένας Πολιτείας, γεγονός το οποίον προεκάλεσε ζωηράν έκπληξιν εις τους κύκλους του Λευκού Οίκου. Ο Ομοσπονδιακός Καγκελλάριος κ. Κίζιγκερ ανέβαλεν αιφνιδίως το προγραμματισμένον ταξίδιόν του εις τας Ηνωμένας Πολιτείας, γεγονός το οποίον προεκάλεσε ζωηράν έκπληξιν εις τους κύκλους του Λευκού Οίκου. bbox=[637, 1887, 885, 1983]
headline-gromyko: Ο Κ. ΓΚΡΟΜΙΚΟ ΘΑ ΜΕΤΑΒΗ ΕΙΣ ΒΕΛΙΓΡΑΔΙΟΝ ΔΙΑ ΣΥΝΟΜΙΛΙΑΣ bbox=[439, 45, 619, 92]
article-gibraltar: ΛΑ ΛΙΝΕΑ, 13, (Ρόυτερ). Αι ισπανικαί αρχαί ηρνήθησαν την καταβολήν αποζημιώσεων εις τους εργάτας οι οποίοι απεχώρησαν εκ του Γιβραλτάρ, δηλώσασαι ότι το ζήτημα αφορά τας βρεττανικάς αρχάς. Αι ισπανικαί αρχαί ηρνήθησαν την καταβολήν αποζημιώσεων εις τους εργάτας οι οποίοι απεχώρησαν εκ του Γιβραλτάρ, δηλώσασαι ότι το ζήτημα αφορά τας βρεττανικάς αρχάς. Αι ισπανικαί αρχαί ηρνήθησαν την καταβολήν αποζημιώσεων εις τους εργάτας οι οποίοι απεχώρησαν εκ του Γιβραλτάρ, δηλώσασαι ότι το ζήτημα αφορά τας βρεττανικάς αρχάς. Αι ισπανικαί αρχαί ηρνήθησαν την καταβολήν αποζημιώσεων εις τους εργάτας οι οποίοι απεχώρησαν εκ του Γιβραλτάρ, δηλώσασαι ότι το ζήτημα αφορά τας βρεττανικάς αρχάς. bbox=[24, 1074, 419, 1170]
article-meyer-stewart: ΛΟΝΔΙΝΟΝ, 13, (Ασ. Πρές). Ρήξις σημειώθη μεταξύ του Υπουργού των Εξωτερικών του Ισραήλ κ. Μέγερ και του Βρεττανού ομολόγου του κ. Στιούαρτ κατά την συνάντησιν των εις τα γραφεία του Φόρεϊν Όφφις, επί του θέματος των συνομιλιών των μεγάλων δυνάμεων και της χορηγήσεως αρμάτων. Ρήξις σημειώθη μεταξύ του Υπουργού των Εξωτερικών του Ισραήλ κ. Μέγερ και του Βρεττανού ομολόγου του κ. Στιούαρτ κατά την συνάντησιν των εις τα γραφεία του Φόρεϊν Όφφις, επί του θέματος των συνομιλιών των μεγάλων δυνάμεων και της χορηγήσεως αρμάτων. Ρήξις σημειώθη μεταξύ του Υπουργού των Εξωτερικών του Ισραήλ κ. Μέγερ και του Βρεττανού ομολόγου του κ. Στιούαρτ κατά την συνάντησιν των εις τα γραφεία του Φόρεϊν Όφφις, επί του θέματος των συνομιλιών των μεγάλων δυνάμεων και της χορηγήσεως αρμάτων. bbox=[637, 881, 885, 1062]
subheadline-zatopek: ΜΕΤΑΞΥ ΤΩΝ ΕΚΚΑΘΑΡΙΖΟΜΕΝΩΝ ΚΑΙ Ο ΟΛΥΜΠΙΟΝΙΚΗΣ ΖΑΤΟΠΕΚ bbox=[1202, 116, 1506, 150]
article-italy-unrest: ΡΩΜΗ, 13, (Ασ. Πρές). Η αναταραχή συνεχίζεται εις την Ιταλίαν συνεπεία των απεργιών και των διαδηλώσεων. Η αναταραχή συνεχίζεται εις την Ιταλίαν συνεπεία των απεργιών και των διαδηλώσεων. Η αναταραχή συνεχίζεται εις την Ιταλίαν συνεπεία των απεργιών και των διαδηλώσεων. Η αναταραχή συνεχίζεται εις την Ιταλίαν συνεπεία των απεργιών και των διαδηλώσεων. Η αναταραχή συνεχίζεται εις την Ιταλίαν συνεπεία των απεργιών και των διαδηλώσεων. Η αναταραχή συνεχίζεται εις την Ιταλίαν συνεπεία των απεργιών και των διαδηλώσεων. bbox=[1160, 1092, 1548, 1176]
